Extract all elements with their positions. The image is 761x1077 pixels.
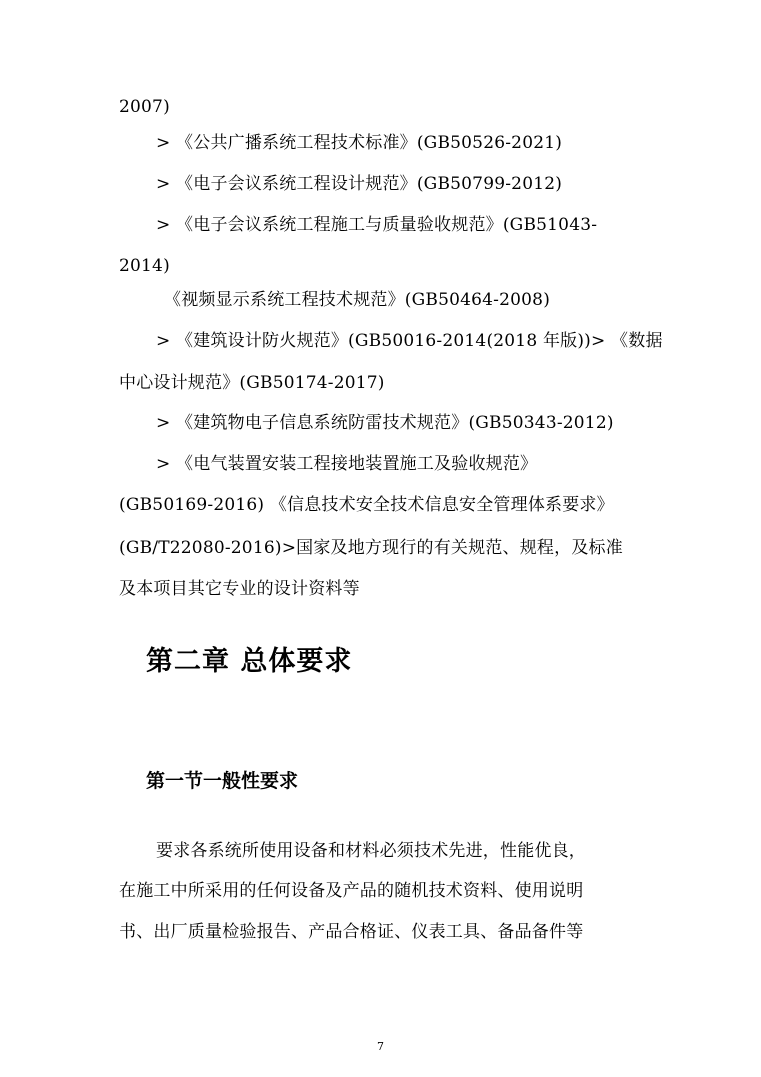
text-line: > 《电子会议系统工程施工与质量验收规范》(GB51043-: [156, 215, 598, 235]
chapter-title: 第二章 总体要求: [146, 646, 353, 677]
body-line: 要求各系统所使用设备和材料必须技术先进，性能优良，: [156, 841, 586, 861]
text-line: > 《电子会议系统工程设计规范》(GB50799-2012): [156, 174, 563, 194]
text-line: 2014): [119, 256, 170, 276]
text-line: 中心设计规范》(GB50174-2017): [119, 373, 385, 393]
text-line: 《视频显示系统工程技术规范》(GB50464-2008): [164, 290, 551, 310]
text-line: (GB/T22080-2016)>国家及地方现行的有关规范、规程，及标准: [119, 538, 623, 558]
body-line: 在施工中所采用的任何设备及产品的随机技术资料、使用说明: [119, 881, 584, 901]
section-title: 第一节一般性要求: [146, 770, 299, 792]
text-line: 及本项目其它专业的设计资料等: [119, 579, 360, 599]
page-number: 7: [377, 1040, 384, 1053]
body-line: 书、出厂质量检验报告、产品合格证、仪表工具、备品备件等: [119, 922, 584, 942]
text-line: > 《建筑设计防火规范》(GB50016-2014(2018 年版))> 《数据: [156, 331, 663, 351]
text-line: > 《公共广播系统工程技术标准》(GB50526-2021): [156, 133, 563, 153]
text-line: 2007): [119, 97, 170, 117]
text-line: (GB50169-2016) 《信息技术安全技术信息安全管理体系要求》: [119, 495, 614, 515]
text-line: > 《建筑物电子信息系统防雷技术规范》(GB50343-2012): [156, 413, 614, 433]
text-line: > 《电气装置安装工程接地装置施工及验收规范》: [156, 454, 538, 474]
